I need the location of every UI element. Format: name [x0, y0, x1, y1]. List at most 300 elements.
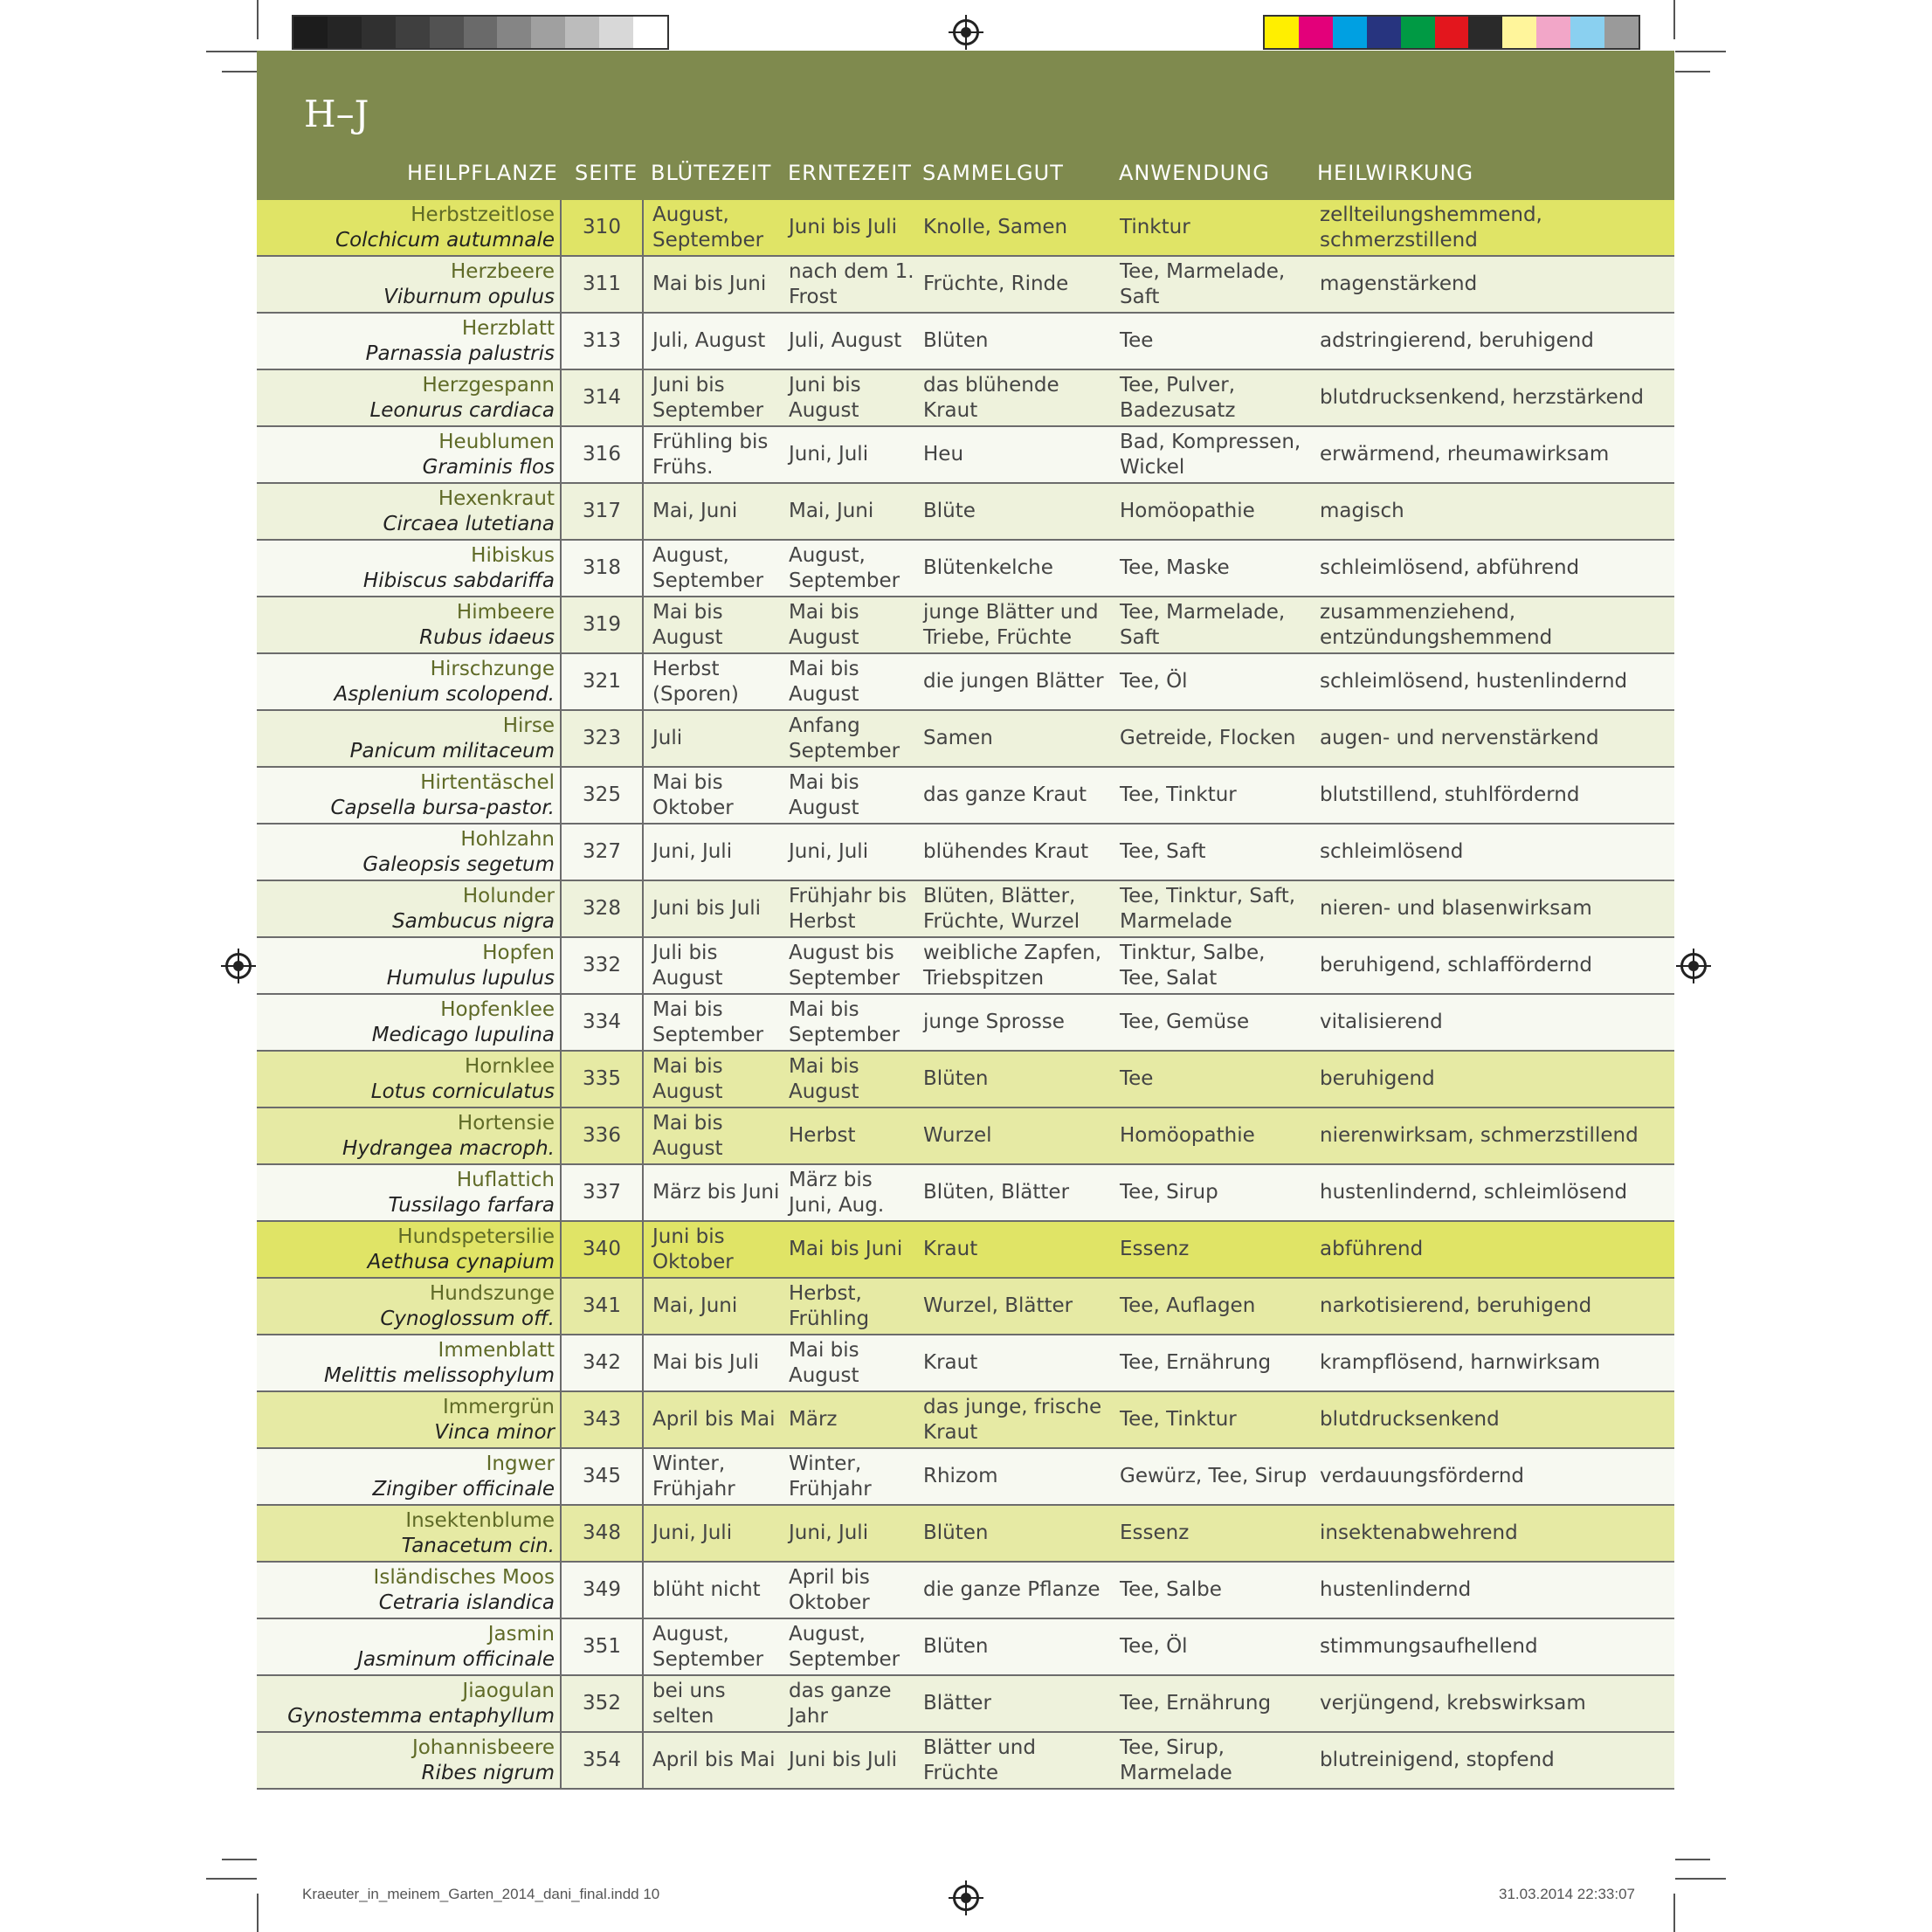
bloom-time: März bis Juni [643, 1164, 780, 1221]
table-row [257, 767, 1674, 824]
healing-effect: adstringierend, beruhigend [1309, 313, 1653, 369]
healing-effect: beruhigend, schlaffördernd [1309, 937, 1653, 994]
plant-cell [257, 1051, 561, 1107]
collected-part: die ganze Pflanze [914, 1562, 1111, 1618]
page-number: 340 [561, 1221, 643, 1278]
plant-latin-name: Hibiscus sabdariffa [362, 569, 555, 592]
table-row [257, 1278, 1674, 1335]
page-number: 343 [561, 1391, 643, 1448]
plant-common-name: Hortensie [457, 1111, 555, 1135]
row-edge [1653, 937, 1674, 994]
page-number: 310 [561, 200, 643, 256]
plant-common-name: Hornklee [464, 1054, 555, 1078]
application: Essenz [1111, 1505, 1309, 1562]
bloom-time: Juli bis August [643, 937, 780, 994]
table-row [257, 1051, 1674, 1107]
page-number: 332 [561, 937, 643, 994]
healing-effect: blutdrucksenkend, herzstärkend [1309, 369, 1653, 426]
page-number: 352 [561, 1675, 643, 1732]
herb-table [257, 200, 1674, 1790]
plant-cell [257, 653, 561, 710]
application: Tee, Tinktur, Saft, Marmelade [1111, 880, 1309, 937]
collected-part: junge Blätter und Triebe, Früchte [914, 597, 1111, 653]
plant-common-name: Insektenblume [405, 1508, 555, 1532]
plant-common-name: Herzblatt [461, 316, 555, 340]
bloom-time: blüht nicht [643, 1562, 780, 1618]
plant-cell [257, 313, 561, 369]
collected-part: Wurzel, Blätter [914, 1278, 1111, 1335]
row-edge [1653, 1505, 1674, 1562]
plant-common-name: Himbeere [456, 600, 555, 624]
color-calibration-bar [1263, 15, 1640, 50]
collected-part: Blüten [914, 1051, 1111, 1107]
plant-latin-name: Medicago lupulina [371, 1023, 555, 1046]
collected-part: Heu [914, 426, 1111, 483]
plant-common-name: Hopfen [482, 941, 555, 964]
plant-cell [257, 880, 561, 937]
harvest-time: August, September [780, 540, 914, 597]
print-slug-timestamp: 31.03.2014 22:33:07 [1499, 1886, 1635, 1902]
crop-mark [222, 1859, 257, 1860]
page-number: 351 [561, 1618, 643, 1675]
plant-latin-name: Parnassia palustris [365, 342, 555, 365]
bloom-time: Juni, Juli [643, 1505, 780, 1562]
harvest-time: Herbst, Frühling [780, 1278, 914, 1335]
table-header-band [257, 51, 1674, 200]
healing-effect: narkotisierend, beruhigend [1309, 1278, 1653, 1335]
page-number: 321 [561, 653, 643, 710]
bloom-time: Winter, Frühjahr [643, 1448, 780, 1505]
row-edge [1653, 1221, 1674, 1278]
application: Tee, Ernährung [1111, 1335, 1309, 1391]
application: Tee, Saft [1111, 824, 1309, 880]
collected-part: Blätter [914, 1675, 1111, 1732]
plant-latin-name: Tanacetum cin. [401, 1534, 555, 1557]
page-number: 334 [561, 994, 643, 1051]
table-row [257, 1107, 1674, 1164]
plant-cell [257, 1732, 561, 1789]
healing-effect: hustenlindernd, schleimlösend [1309, 1164, 1653, 1221]
page-number: 319 [561, 597, 643, 653]
page-number: 313 [561, 313, 643, 369]
row-edge [1653, 1448, 1674, 1505]
healing-effect: blutstillend, stuhlfördernd [1309, 767, 1653, 824]
page-number: 314 [561, 369, 643, 426]
plant-cell [257, 1107, 561, 1164]
collected-part: das blühende Kraut [914, 369, 1111, 426]
table-row [257, 540, 1674, 597]
collected-part: Blüten [914, 1618, 1111, 1675]
plant-latin-name: Capsella bursa-pastor. [330, 796, 555, 819]
table-row [257, 426, 1674, 483]
application: Tee, Öl [1111, 1618, 1309, 1675]
crop-mark [1673, 1894, 1675, 1932]
bloom-time: Mai bis Oktober [643, 767, 780, 824]
bloom-time: Juli, August [643, 313, 780, 369]
plant-latin-name: Cynoglossum off. [380, 1307, 555, 1330]
collected-part: Blüten [914, 1505, 1111, 1562]
row-edge [1653, 710, 1674, 767]
table-row [257, 710, 1674, 767]
page-number: 349 [561, 1562, 643, 1618]
crop-mark [1675, 1878, 1726, 1880]
harvest-time: Herbst [780, 1107, 914, 1164]
plant-cell [257, 767, 561, 824]
plant-cell [257, 1448, 561, 1505]
harvest-time: Mai, Juni [780, 483, 914, 540]
page-number: 323 [561, 710, 643, 767]
plant-common-name: Hirschzunge [430, 657, 555, 680]
plant-latin-name: Zingiber officinale [372, 1477, 555, 1501]
row-edge [1653, 256, 1674, 313]
plant-latin-name: Panicum militaceum [349, 739, 555, 762]
collected-part: Kraut [914, 1221, 1111, 1278]
harvest-time: Juni, Juli [780, 426, 914, 483]
harvest-time: Winter, Frühjahr [780, 1448, 914, 1505]
healing-effect: erwärmend, rheumawirksam [1309, 426, 1653, 483]
application: Bad, Kompressen, Wickel [1111, 426, 1309, 483]
crop-mark [1675, 1859, 1710, 1860]
plant-cell [257, 200, 561, 256]
bloom-time: Juni bis September [643, 369, 780, 426]
healing-effect: zusammenziehend, entzündungshemmend [1309, 597, 1653, 653]
collected-part: blühendes Kraut [914, 824, 1111, 880]
harvest-time: Frühjahr bis Herbst [780, 880, 914, 937]
application: Tee, Sirup [1111, 1164, 1309, 1221]
application: Tee, Gemüse [1111, 994, 1309, 1051]
table-row [257, 1221, 1674, 1278]
crop-mark [1675, 71, 1710, 72]
harvest-time: Juni, Juli [780, 824, 914, 880]
page-number: 341 [561, 1278, 643, 1335]
plant-common-name: Immergrün [442, 1395, 555, 1418]
registration-mark-icon [953, 1885, 979, 1911]
table-row [257, 1618, 1674, 1675]
column-header-use: ANWENDUNG [1119, 161, 1270, 185]
column-header-page: SEITE [575, 161, 638, 185]
row-edge [1653, 824, 1674, 880]
collected-part: Samen [914, 710, 1111, 767]
healing-effect: nierenwirksam, schmerzstillend [1309, 1107, 1653, 1164]
plant-cell [257, 1505, 561, 1562]
harvest-time: Mai bis August [780, 1051, 914, 1107]
harvest-time: Juli, August [780, 313, 914, 369]
row-edge [1653, 1618, 1674, 1675]
plant-latin-name: Circaea lutetiana [383, 512, 555, 535]
plant-common-name: Hexenkraut [438, 486, 555, 510]
plant-latin-name: Galeopsis segetum [362, 852, 555, 876]
harvest-time: März [780, 1391, 914, 1448]
harvest-time: Juni bis Juli [780, 1732, 914, 1789]
plant-common-name: Herzgespann [422, 373, 555, 397]
collected-part: Blüten, Blätter [914, 1164, 1111, 1221]
page-number: 345 [561, 1448, 643, 1505]
plant-common-name: Hirtentäschel [420, 770, 555, 794]
harvest-time: Juni, Juli [780, 1505, 914, 1562]
application: Tee, Maske [1111, 540, 1309, 597]
healing-effect: blutreinigend, stopfend [1309, 1732, 1653, 1789]
row-edge [1653, 767, 1674, 824]
collected-part: die jungen Blätter [914, 653, 1111, 710]
row-edge [1653, 1675, 1674, 1732]
bloom-time: April bis Mai [643, 1391, 780, 1448]
column-header-effect: HEILWIRKUNG [1317, 161, 1474, 185]
healing-effect: schleimlösend [1309, 824, 1653, 880]
table-row [257, 313, 1674, 369]
plant-common-name: Hundspetersilie [397, 1225, 555, 1248]
collected-part: Blüte [914, 483, 1111, 540]
page-number: 327 [561, 824, 643, 880]
page-number: 348 [561, 1505, 643, 1562]
application: Tee, Sirup, Marmelade [1111, 1732, 1309, 1789]
healing-effect: zellteilungshemmend, schmerzstillend [1309, 200, 1653, 256]
bloom-time: Mai bis August [643, 1107, 780, 1164]
harvest-time: nach dem 1. Frost [780, 256, 914, 313]
row-edge [1653, 1732, 1674, 1789]
plant-common-name: Jasmin [487, 1622, 555, 1646]
row-edge [1653, 880, 1674, 937]
harvest-time: April bis Oktober [780, 1562, 914, 1618]
plant-common-name: Jiaogulan [462, 1679, 555, 1702]
application: Tinktur [1111, 200, 1309, 256]
collected-part: das junge, frische Kraut [914, 1391, 1111, 1448]
harvest-time: das ganze Jahr [780, 1675, 914, 1732]
plant-cell [257, 256, 561, 313]
crop-mark [206, 51, 257, 52]
row-edge [1653, 1051, 1674, 1107]
table-row [257, 1391, 1674, 1448]
row-edge [1653, 1335, 1674, 1391]
row-edge [1653, 653, 1674, 710]
bloom-time: Mai bis Juni [643, 256, 780, 313]
collected-part: Blütenkelche [914, 540, 1111, 597]
bloom-time: April bis Mai [643, 1732, 780, 1789]
bloom-time: Mai bis Juli [643, 1335, 780, 1391]
page-number: 325 [561, 767, 643, 824]
plant-common-name: Johannisbeere [411, 1735, 555, 1759]
crop-mark [1675, 51, 1726, 52]
collected-part: Kraut [914, 1335, 1111, 1391]
healing-effect: verjüngend, krebswirksam [1309, 1675, 1653, 1732]
plant-latin-name: Gynostemma entaphyllum [287, 1704, 555, 1728]
application: Tee [1111, 313, 1309, 369]
bloom-time: Mai, Juni [643, 483, 780, 540]
plant-common-name: Ingwer [486, 1452, 555, 1475]
application: Getreide, Flocken [1111, 710, 1309, 767]
table-row [257, 1164, 1674, 1221]
bloom-time: Mai bis August [643, 1051, 780, 1107]
harvest-time: Juni bis August [780, 369, 914, 426]
plant-common-name: Isländisches Moos [373, 1565, 555, 1589]
row-edge [1653, 426, 1674, 483]
harvest-time: Mai bis Juni [780, 1221, 914, 1278]
healing-effect: hustenlindernd [1309, 1562, 1653, 1618]
row-edge [1653, 1391, 1674, 1448]
harvest-time: August bis September [780, 937, 914, 994]
application: Tee, Öl [1111, 653, 1309, 710]
bloom-time: Mai, Juni [643, 1278, 780, 1335]
plant-latin-name: Asplenium scolopend. [334, 682, 555, 706]
gray-calibration-bar [292, 15, 669, 50]
row-edge [1653, 597, 1674, 653]
plant-common-name: Hopfenklee [440, 997, 555, 1021]
healing-effect: insektenabwehrend [1309, 1505, 1653, 1562]
column-header-plant: HEILPFLANZE [407, 161, 558, 185]
plant-common-name: Hibiskus [471, 543, 555, 567]
registration-mark-icon [1680, 953, 1707, 979]
plant-common-name: Heublumen [438, 430, 555, 453]
plant-common-name: Hundszunge [429, 1281, 555, 1305]
application: Tee, Marmelade, Saft [1111, 597, 1309, 653]
application: Gewürz, Tee, Sirup [1111, 1448, 1309, 1505]
healing-effect: blutdrucksenkend [1309, 1391, 1653, 1448]
bloom-time: Mai bis September [643, 994, 780, 1051]
plant-cell [257, 540, 561, 597]
plant-cell [257, 937, 561, 994]
plant-common-name: Hirse [502, 714, 555, 737]
table-row [257, 597, 1674, 653]
collected-part: Blüten [914, 313, 1111, 369]
plant-cell [257, 710, 561, 767]
plant-common-name: Huflattich [456, 1168, 555, 1191]
application: Tee [1111, 1051, 1309, 1107]
plant-cell [257, 426, 561, 483]
plant-common-name: Holunder [462, 884, 555, 907]
healing-effect: schleimlösend, abführend [1309, 540, 1653, 597]
bloom-time: Juni, Juli [643, 824, 780, 880]
harvest-time: März bis Juni, Aug. [780, 1164, 914, 1221]
table-row [257, 937, 1674, 994]
table-row [257, 653, 1674, 710]
harvest-time: Mai bis August [780, 767, 914, 824]
plant-cell [257, 1675, 561, 1732]
collected-part: Rhizom [914, 1448, 1111, 1505]
collected-part: Früchte, Rinde [914, 256, 1111, 313]
plant-cell [257, 1278, 561, 1335]
page-number: 317 [561, 483, 643, 540]
healing-effect: beruhigend [1309, 1051, 1653, 1107]
bloom-time: August, September [643, 200, 780, 256]
plant-latin-name: Viburnum opulus [383, 285, 555, 308]
bloom-time: Juli [643, 710, 780, 767]
plant-cell [257, 1618, 561, 1675]
plant-common-name: Herbstzeitlose [411, 203, 555, 226]
page-number: 318 [561, 540, 643, 597]
harvest-time: Anfang September [780, 710, 914, 767]
plant-cell [257, 1562, 561, 1618]
row-edge [1653, 483, 1674, 540]
plant-latin-name: Cetraria islandica [378, 1590, 555, 1614]
plant-latin-name: Melittis melissophylum [323, 1363, 555, 1387]
plant-common-name: Hohlzahn [460, 827, 555, 851]
row-edge [1653, 200, 1674, 256]
print-slug-filename: Kraeuter_in_meinem_Garten_2014_dani_final.indd 10 [302, 1886, 660, 1902]
collected-part: das ganze Kraut [914, 767, 1111, 824]
bloom-time: Frühling bis Frühs. [643, 426, 780, 483]
crop-mark [206, 1878, 257, 1880]
bloom-time: Juni bis Oktober [643, 1221, 780, 1278]
page-number: 328 [561, 880, 643, 937]
collected-part: Knolle, Samen [914, 200, 1111, 256]
plant-latin-name: Colchicum autumnale [335, 228, 555, 252]
crop-mark [257, 0, 259, 39]
collected-part: junge Sprosse [914, 994, 1111, 1051]
plant-latin-name: Ribes nigrum [421, 1761, 555, 1784]
collected-part: Blätter und Früchte [914, 1732, 1111, 1789]
bloom-time: August, September [643, 540, 780, 597]
plant-latin-name: Tussilago farfara [388, 1193, 555, 1217]
healing-effect: abführend [1309, 1221, 1653, 1278]
application: Tee, Marmelade, Saft [1111, 256, 1309, 313]
plant-common-name: Herzbeere [451, 259, 555, 283]
page-number: 354 [561, 1732, 643, 1789]
plant-cell [257, 1221, 561, 1278]
plant-cell [257, 994, 561, 1051]
row-edge [1653, 369, 1674, 426]
page-number: 337 [561, 1164, 643, 1221]
plant-latin-name: Aethusa cynapium [367, 1250, 555, 1273]
crop-mark [257, 1894, 259, 1932]
row-edge [1653, 1562, 1674, 1618]
plant-latin-name: Hydrangea macroph. [342, 1136, 555, 1160]
healing-effect: verdauungsfördernd [1309, 1448, 1653, 1505]
plant-latin-name: Rubus idaeus [419, 625, 555, 649]
plant-latin-name: Leonurus cardiaca [369, 398, 555, 422]
collected-part: Wurzel [914, 1107, 1111, 1164]
healing-effect: krampflösend, harnwirksam [1309, 1335, 1653, 1391]
plant-cell [257, 597, 561, 653]
collected-part: weibliche Zapfen, Triebspitzen [914, 937, 1111, 994]
bloom-time: Mai bis August [643, 597, 780, 653]
page-number: 335 [561, 1051, 643, 1107]
plant-latin-name: Lotus corniculatus [370, 1080, 555, 1103]
harvest-time: Juni bis Juli [780, 200, 914, 256]
row-edge [1653, 1278, 1674, 1335]
table-row [257, 256, 1674, 313]
bloom-time: bei uns selten [643, 1675, 780, 1732]
plant-latin-name: Graminis flos [422, 455, 555, 479]
plant-cell [257, 369, 561, 426]
healing-effect: augen- und nervenstärkend [1309, 710, 1653, 767]
application: Homöopathie [1111, 1107, 1309, 1164]
healing-effect: nieren- und blasenwirksam [1309, 880, 1653, 937]
healing-effect: magenstärkend [1309, 256, 1653, 313]
plant-cell [257, 1164, 561, 1221]
row-edge [1653, 1107, 1674, 1164]
column-header-collect: SAMMELGUT [922, 161, 1064, 185]
table-row [257, 994, 1674, 1051]
application: Tee, Salbe [1111, 1562, 1309, 1618]
row-edge [1653, 313, 1674, 369]
plant-latin-name: Humulus lupulus [386, 966, 555, 990]
registration-mark-icon [225, 953, 252, 979]
healing-effect: schleimlösend, hustenlindernd [1309, 653, 1653, 710]
healing-effect: vitalisierend [1309, 994, 1653, 1051]
table-row [257, 824, 1674, 880]
harvest-time: Mai bis September [780, 994, 914, 1051]
plant-common-name: Immenblatt [438, 1338, 555, 1362]
row-edge [1653, 540, 1674, 597]
page-number: 342 [561, 1335, 643, 1391]
table-row [257, 880, 1674, 937]
row-edge [1653, 1164, 1674, 1221]
crop-mark [222, 71, 257, 72]
healing-effect: stimmungsaufhellend [1309, 1618, 1653, 1675]
plant-latin-name: Jasminum officinale [357, 1647, 555, 1671]
plant-cell [257, 824, 561, 880]
application: Tee, Ernährung [1111, 1675, 1309, 1732]
table-row [257, 1505, 1674, 1562]
